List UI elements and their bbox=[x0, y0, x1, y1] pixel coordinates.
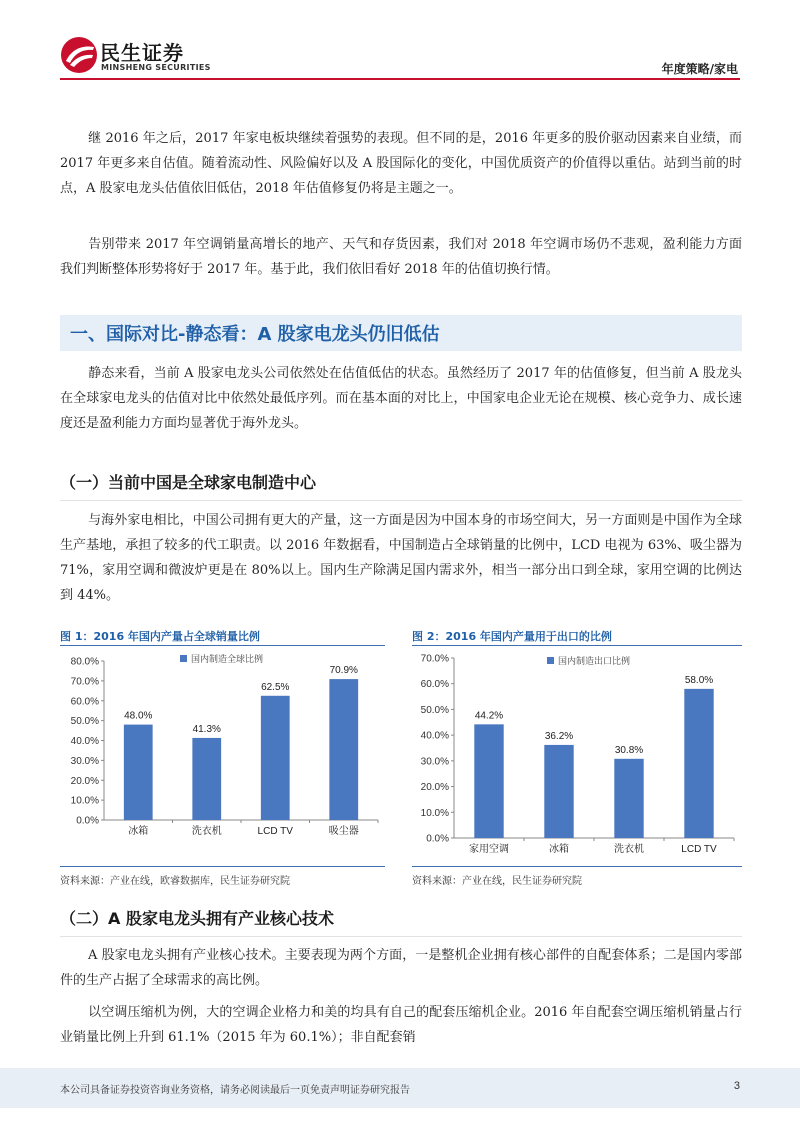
paragraph-1: 继 2016 年之后，2017 年家电板块继续着强势的表现。但不同的是，2016 年更多的股价驱动因素来自业绩，而 2017 年更多来自估值。随着流动性、风险偏好以及 A 股国际化的变化，中国优质资产的价值得以重估。站到当前的时点，A 股家电龙头估值依旧低估，2018 年估值修复仍将是主题之一。 bbox=[60, 131, 742, 196]
chart-2-bar bbox=[684, 689, 713, 838]
figure-1-top-rule bbox=[60, 645, 385, 646]
chart-2-x-tick-label: 冰箱 bbox=[549, 844, 569, 855]
chart-1-y-tick-label: 20.0% bbox=[70, 775, 99, 787]
chart-2-data-label: 58.0% bbox=[684, 674, 714, 686]
paragraph-6: 以空调压缩机为例，大的空调企业格力和美的均具有自己的配套压缩机企业。2016 年自配套空调压缩机销量占行业销量比例上升到 61.1%（2015 年为 60.1%）；非自配套销 bbox=[60, 1005, 742, 1045]
chart-1-y-tick-label: 0.0% bbox=[76, 815, 99, 827]
chart-2-y-tick-label: 70.0% bbox=[420, 653, 449, 665]
paragraph-2: 告别带来 2017 年空调销量高增长的地产、天气和存货因素，我们对 2018 年空调市场仍不悲观，盈利能力方面我们判断整体形势将好于 2017 年。基于此，我们依旧看好 2018 年的估值切换行情。 bbox=[60, 237, 742, 277]
figure-2-title: 图 2：2016 年国内产量用于出口的比例 bbox=[412, 630, 612, 643]
chart-2-legend-swatch bbox=[547, 657, 554, 664]
paragraph-3: 静态来看，当前 A 股家电龙头公司依然处在估值低估的状态。虽然经历了 2017 年的估值修复，但当前 A 股龙头在全球家电龙头的估值对比中依然处最低序列。而在基本面的对比上，中国家电企业无论在规模、核心竞争力、成长速度还是盈利能力方面均显著优于海外龙头。 bbox=[60, 366, 742, 431]
chart-1-data-label: 48.0% bbox=[124, 710, 153, 722]
subsection-title-2: （二）A 股家电龙头拥有产业核心技术 bbox=[60, 909, 334, 928]
chart-2-y-tick-label: 10.0% bbox=[420, 807, 449, 819]
chart-2 bbox=[412, 648, 742, 865]
chart-2-data-label: 44.2% bbox=[474, 710, 504, 722]
chart-2-bar bbox=[544, 745, 573, 838]
page-header bbox=[0, 0, 800, 84]
chart-1-y-tick-label: 40.0% bbox=[70, 736, 99, 747]
chart-2-bar bbox=[614, 759, 643, 838]
chart-1-y-tick-label: 60.0% bbox=[70, 696, 99, 708]
chart-2-y-tick-label: 30.0% bbox=[420, 756, 449, 768]
subsection-title-1: （一）当前中国是全球家电制造中心 bbox=[60, 473, 317, 492]
chart-1-x-tick-label: 吸尘器 bbox=[328, 826, 359, 837]
page-footer bbox=[0, 1068, 800, 1108]
chart-2-y-tick-label: 40.0% bbox=[420, 730, 449, 742]
chart-2-legend-label: 国内制造出口比例 bbox=[558, 656, 631, 666]
chart-1 bbox=[60, 648, 385, 865]
brand-mark-icon bbox=[60, 35, 98, 75]
header-divider bbox=[60, 78, 740, 80]
chart-1-y-tick-label: 30.0% bbox=[70, 755, 99, 767]
chart-2-data-label: 30.8% bbox=[614, 744, 644, 756]
chart-1-legend-swatch bbox=[180, 655, 187, 662]
figure-1-title: 图 1：2016 年国内产量占全球销量比例 bbox=[60, 630, 260, 643]
section-title: 一、国际对比-静态看：A 股家电龙头仍旧低估 bbox=[70, 324, 440, 345]
chart-1-x-tick-label: 冰箱 bbox=[128, 826, 149, 837]
figure-1-source: 资料来源：产业在线，欧睿数据库，民生证券研究院 bbox=[60, 876, 290, 887]
figure-2-top-rule bbox=[412, 645, 742, 646]
figure-2-bottom-rule bbox=[412, 866, 742, 867]
chart-1-data-label: 41.3% bbox=[192, 723, 221, 735]
chart-1-data-label: 62.5% bbox=[261, 681, 290, 693]
chart-2-x-tick-label: 洗衣机 bbox=[614, 844, 644, 855]
brand-name-en: MINSHENG SECURITIES bbox=[101, 63, 211, 72]
brand-logo bbox=[60, 35, 220, 79]
footer-disclaimer: 本公司具备证券投资咨询业务资格，请务必阅读最后一页免责声明证券研究报告 bbox=[60, 1085, 410, 1096]
brand-name-cn: 民生证券 bbox=[100, 41, 184, 65]
chart-2-x-tick-label: 家用空调 bbox=[469, 844, 509, 855]
subsection-divider-2 bbox=[60, 936, 742, 937]
chart-2-bar bbox=[474, 724, 503, 838]
chart-2-y-tick-label: 20.0% bbox=[420, 782, 449, 794]
chart-2-y-tick-label: 0.0% bbox=[426, 833, 449, 845]
chart-1-x-tick-label: LCD TV bbox=[257, 826, 293, 837]
figure-2-source: 资料来源：产业在线，民生证券研究院 bbox=[412, 876, 582, 887]
chart-1-y-tick-label: 10.0% bbox=[70, 795, 99, 807]
chart-1-bar bbox=[329, 679, 358, 820]
paragraph-4: 与海外家电相比，中国公司拥有更大的产量，这一方面是因为中国本身的市场空间大，另一方面则是中国作为全球生产基地，承担了较多的代工职责。以 2016 年数据看，中国制造占全球销量的比例中，LCD 电视为 63%、吸尘器为 71%，家用空调和微波炉更是在 80%以上。国内生产除满足国内需求外，相当一部分出口到全球，家用空调的比例达到 44%。 bbox=[60, 513, 742, 603]
chart-1-y-tick-label: 80.0% bbox=[70, 656, 99, 668]
chart-2-x-tick-label: LCD TV bbox=[681, 844, 717, 855]
chart-1-y-tick-label: 50.0% bbox=[70, 716, 99, 728]
chart-2-y-tick-label: 50.0% bbox=[420, 704, 449, 716]
chart-1-data-label: 70.9% bbox=[329, 665, 358, 677]
chart-1-x-tick-label: 洗衣机 bbox=[191, 826, 222, 837]
subsection-divider-1 bbox=[60, 500, 742, 501]
report-type: 年度策略/家电 bbox=[661, 62, 738, 76]
chart-1-y-tick-label: 70.0% bbox=[70, 676, 99, 688]
chart-1-legend-label: 国内制造全球比例 bbox=[191, 654, 264, 664]
chart-2-y-tick-label: 60.0% bbox=[420, 679, 449, 691]
chart-2-data-label: 36.2% bbox=[544, 730, 574, 742]
page-number: 3 bbox=[733, 1080, 740, 1092]
chart-1-bar bbox=[124, 725, 153, 820]
figure-1-bottom-rule bbox=[60, 866, 385, 867]
paragraph-5: A 股家电龙头拥有产业核心技术。主要表现为两个方面，一是整机企业拥有核心部件的自配套体系；二是国内零部件的生产占据了全球需求的高比例。 bbox=[60, 948, 742, 988]
chart-1-bar bbox=[192, 738, 221, 820]
chart-1-bar bbox=[261, 696, 290, 820]
